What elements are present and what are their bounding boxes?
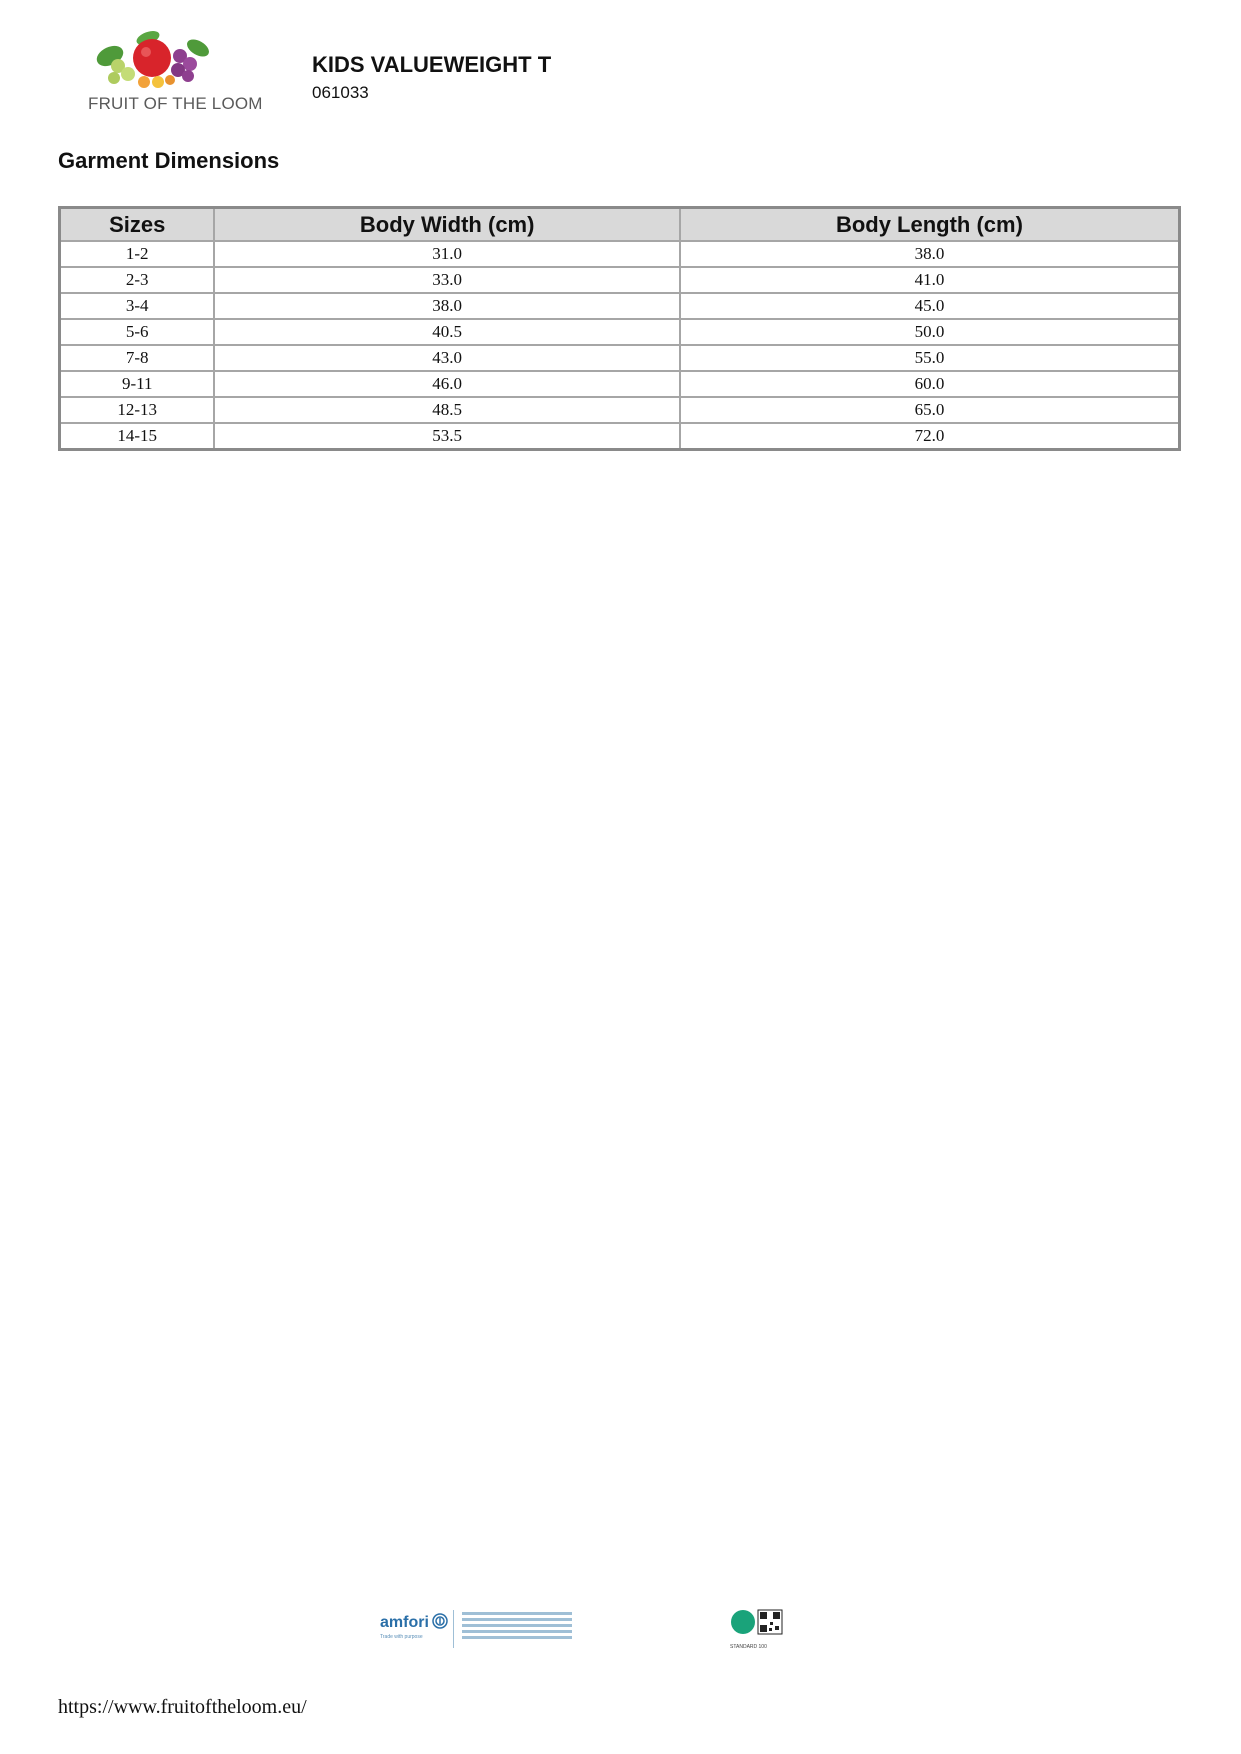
column-header-body-length: Body Length (cm) [680,208,1180,242]
body-length-cell: 72.0 [680,423,1180,450]
size-cell: 9-11 [60,371,215,397]
body-width-cell: 48.5 [214,397,679,423]
table-row [60,267,1180,293]
body-width-cell: 33.0 [214,267,679,293]
body-length-cell: 45.0 [680,293,1180,319]
brand-logo-text: FRUIT OF THE LOOM [88,94,263,113]
size-cell: 14-15 [60,423,215,450]
table-row [60,293,1180,319]
size-cell: 3-4 [60,293,215,319]
oeko-tex-logo [730,1608,790,1656]
table-header-row [60,208,1180,242]
column-header-body-width: Body Width (cm) [214,208,679,242]
table-row [60,345,1180,371]
amfori-divider [453,1610,454,1648]
size-cell: 12-13 [60,397,215,423]
product-title: KIDS VALUEWEIGHT T [312,52,552,77]
footer-certification-logos [380,1608,800,1658]
oeko-tex-standard-label: STANDARD 100 [730,1644,767,1650]
table-row [60,241,1180,267]
body-length-cell: 60.0 [680,371,1180,397]
section-title: Garment Dimensions [58,148,280,173]
product-code: 061033 [312,83,369,102]
body-width-cell: 38.0 [214,293,679,319]
table-row [60,319,1180,345]
body-width-cell: 31.0 [214,241,679,267]
size-cell: 2-3 [60,267,215,293]
body-width-cell: 46.0 [214,371,679,397]
table-row [60,423,1180,450]
amfori-logo [380,1608,590,1652]
body-width-cell: 40.5 [214,319,679,345]
body-length-cell: 38.0 [680,241,1180,267]
amfori-fingerprint-icon [432,1612,448,1630]
table-row [60,397,1180,423]
body-length-cell: 65.0 [680,397,1180,423]
amfori-tagline: Trade with purpose [380,1634,423,1640]
body-width-cell: 53.5 [214,423,679,450]
table-row [60,371,1180,397]
footer-website-link[interactable]: https://www.fruitoftheloom.eu/ [58,1696,307,1718]
amfori-wordmark: amfori [380,1614,429,1631]
body-length-cell: 41.0 [680,267,1180,293]
column-header-sizes: Sizes [60,208,215,242]
body-length-cell: 55.0 [680,345,1180,371]
brand-logo [88,26,263,118]
size-cell: 1-2 [60,241,215,267]
body-length-cell: 50.0 [680,319,1180,345]
garment-dimensions-table [58,206,1181,451]
oeko-tex-badge-icon [730,1608,790,1642]
size-cell: 5-6 [60,319,215,345]
fruit-cluster-icon [88,26,228,94]
body-width-cell: 43.0 [214,345,679,371]
amfori-description-text-block [462,1612,572,1642]
size-cell: 7-8 [60,345,215,371]
